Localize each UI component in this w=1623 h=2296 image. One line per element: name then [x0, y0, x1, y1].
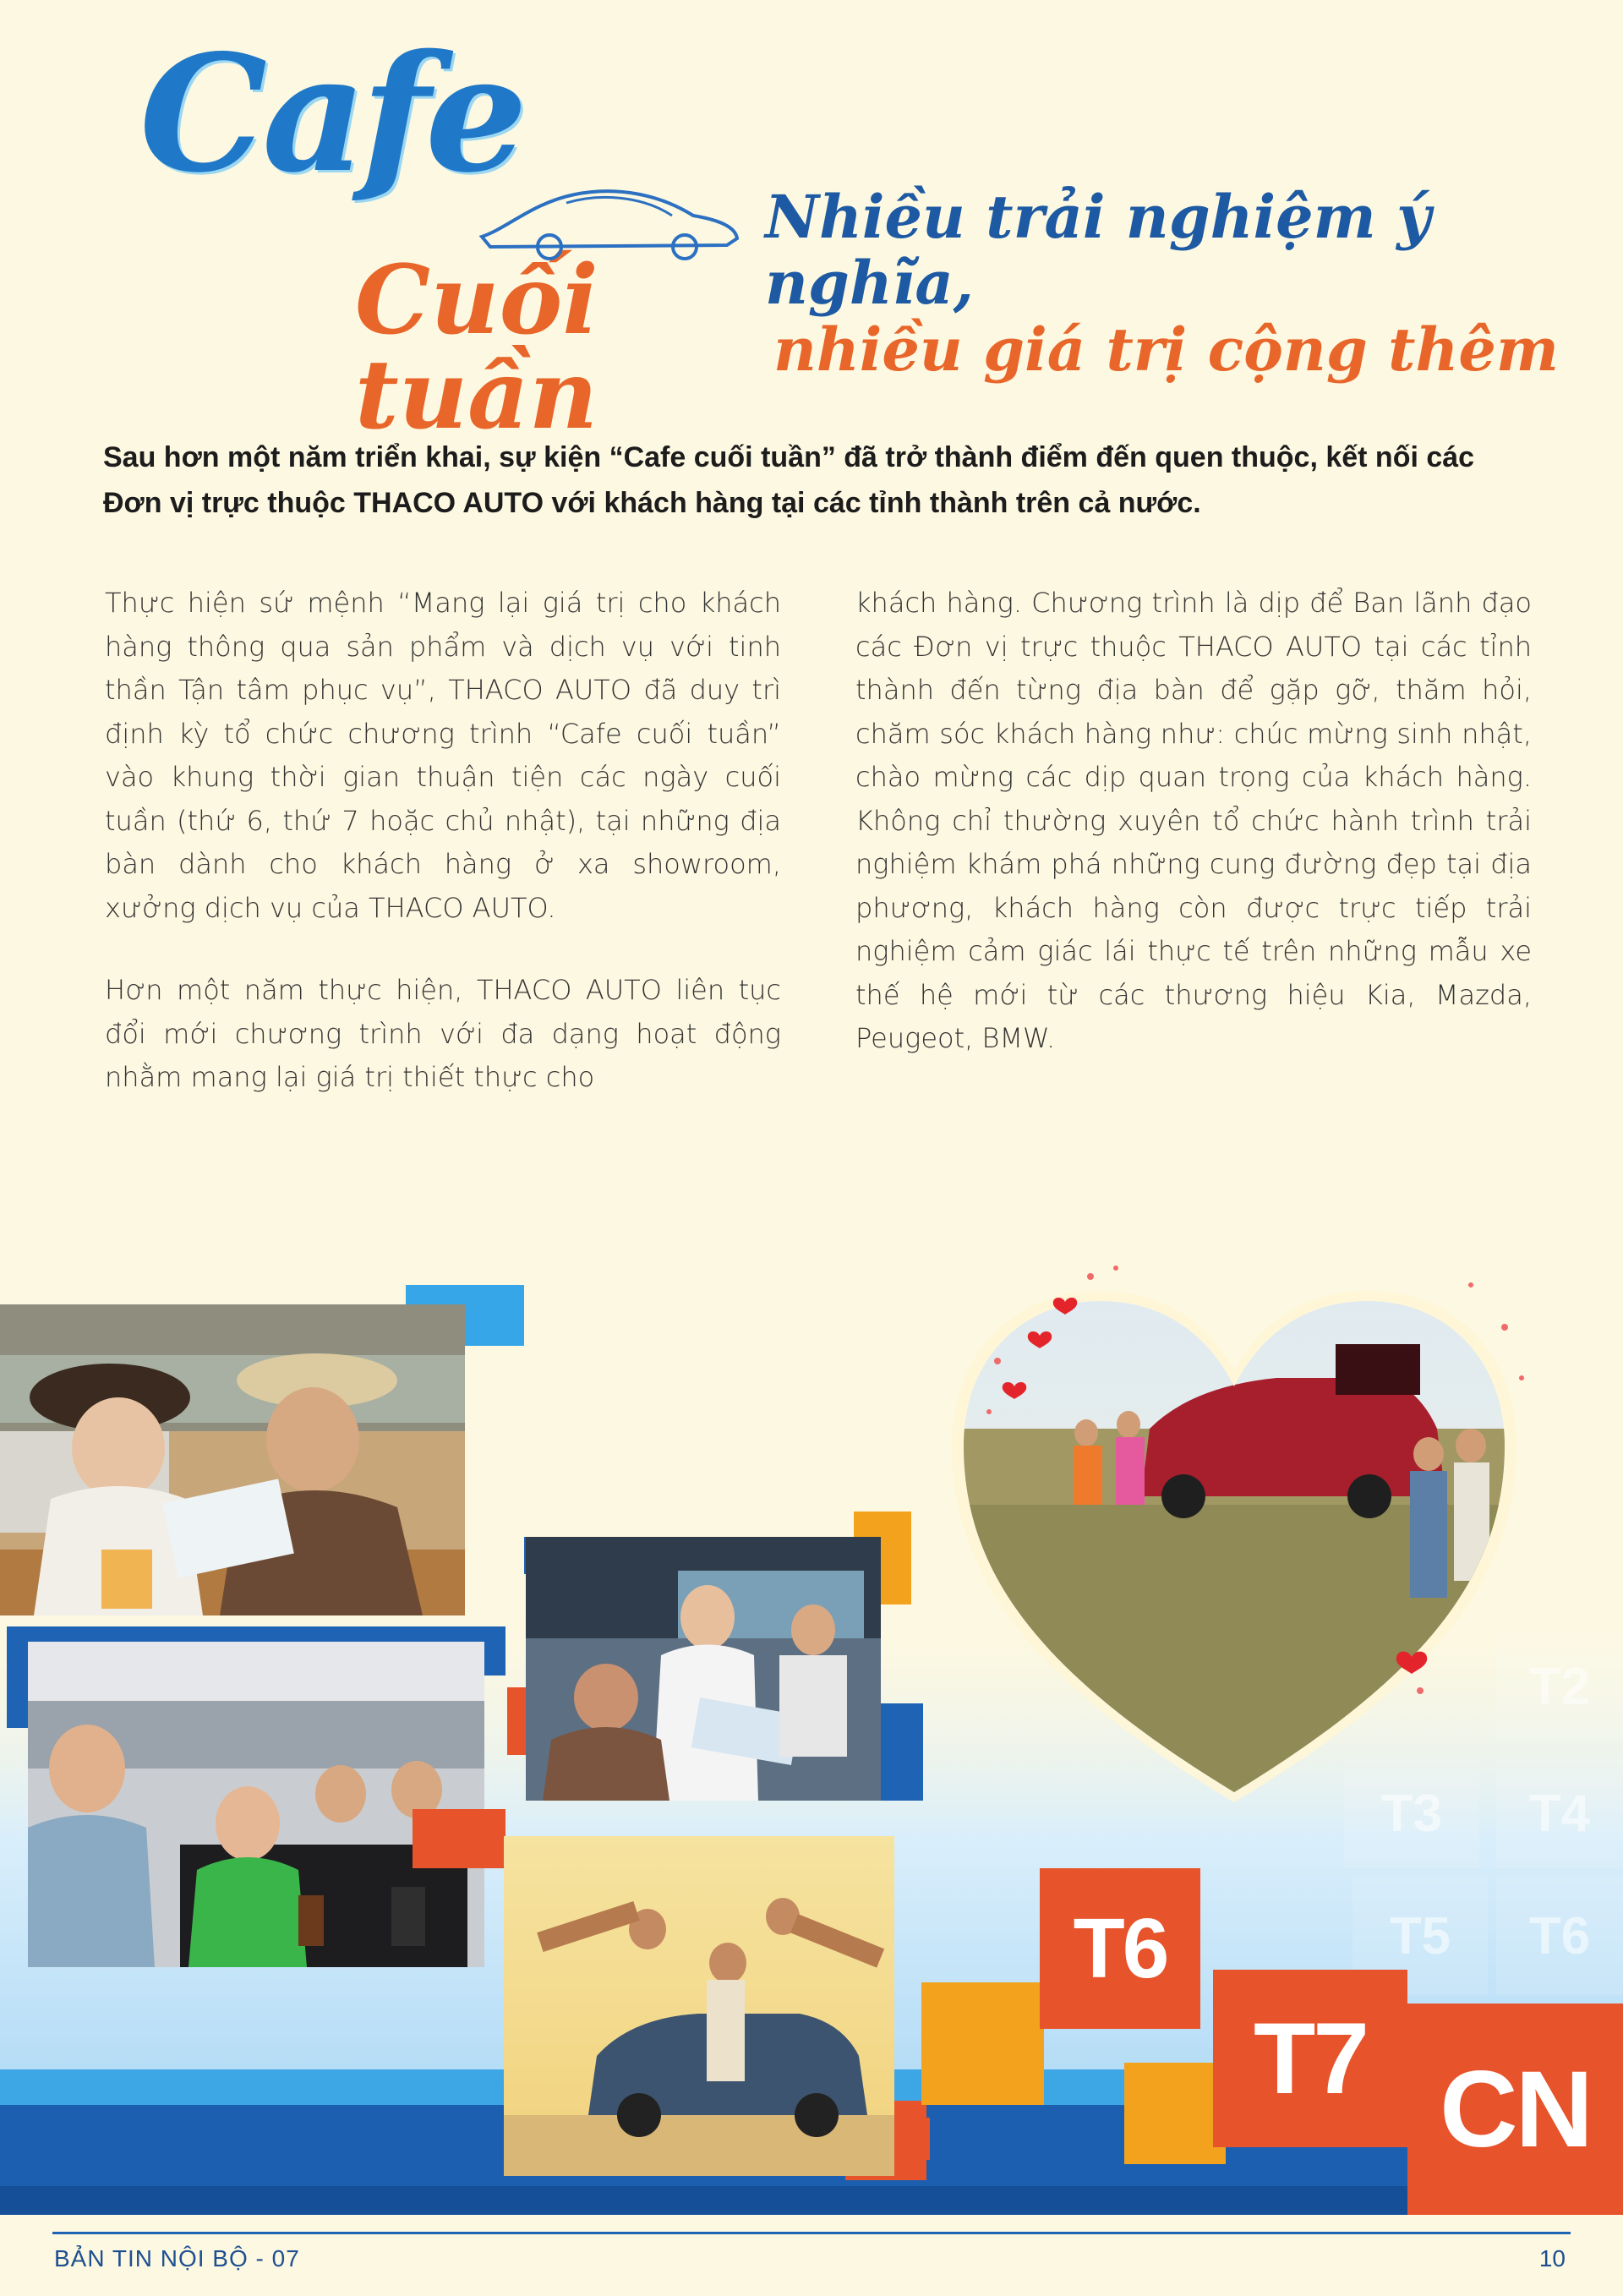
day-tile-accent: [896, 2118, 930, 2160]
page-number: 10: [1538, 2245, 1566, 2271]
photo-family-car: [504, 1836, 894, 2176]
logo-cuoi-tuan-text: Cuối tuần: [355, 245, 598, 451]
photo-serving-drinks: [526, 1537, 881, 1801]
photo-couple-cafe: [0, 1304, 465, 1615]
ghost-day-tile: T2: [1496, 1632, 1623, 1741]
day-tile-accent: [921, 1982, 1044, 2105]
footer-publication: BẢN TIN NỘI BỘ - 07: [54, 2245, 300, 2271]
body-paragraph: khách hàng. Chương trình là dịp để Ban lãnh đạo các Đơn vị trực thuộc THACO AUTO tại các tỉnh thành đến từng địa bàn để gặp gỡ, thăm hỏi, chăm sóc khách hàng như: chúc mừng sinh nhật, chào mừng các dịp quan trọng của khách hàng. Không chỉ thường xuyên tổ chức hành trình trải nghiệm khám phá những cung đường đẹp tại địa phương, khách hàng còn được trực tiếp trải nghiệm cảm giác lái thực tế trên những mẫu xe thế hệ mới từ các thương hiệu Kia, Mazda, Peugeot, BMW.: [855, 587, 1532, 1054]
car-outline-icon: [473, 169, 744, 262]
body-paragraph: Hơn một năm thực hiện, THACO AUTO liên tục đổi mới chương trình với đa dạng hoạt động nhằm mang lại giá trị thiết thực cho: [105, 974, 781, 1093]
day-tile-accent: [1124, 2063, 1226, 2164]
body-column-left: [105, 582, 781, 1139]
body-column-right: [855, 582, 1532, 1100]
photo-frame-accent: [413, 1809, 505, 1868]
ghost-day-tile: T3: [1344, 1758, 1479, 1868]
day-tile-cn: CN: [1407, 2004, 1623, 2215]
day-tile-t7: T7: [1213, 1970, 1407, 2147]
ghost-day-tile: T6: [1496, 1877, 1623, 1995]
body-paragraph: Thực hiện sứ mệnh “Mang lại giá trị cho khách hàng thông qua sản phẩm và dịch vụ với tinh thần Tận tâm phục vụ”, THACO AUTO đã duy trì định kỳ tổ chức chương trình “Cafe cuối tuần” vào khung thời gian thuận tiện các ngày cuối tuần (thứ 6, thứ 7 hoặc chủ nhật), tại những địa bàn dành cho khách hàng ở xa showroom, xưởng dịch vụ của THACO AUTO.: [105, 587, 781, 924]
headline-line-1: Nhiều trải nghiệm ý nghĩa,: [765, 182, 1431, 319]
lead-paragraph: Sau hơn một năm triển khai, sự kiện “Cafe cuối tuần” đã trở thành điểm đến quen thuộc, kết nối các Đơn vị trực thuộc THACO AUTO với khách hàng tại các tỉnh thành trên cả nước.: [103, 441, 1475, 519]
heart-photo-picnic: [913, 1251, 1555, 1809]
ghost-day-tile: T4: [1496, 1758, 1623, 1868]
headline: [765, 184, 1610, 383]
headline-line-2: nhiều giá trị cộng thêm: [773, 314, 1559, 385]
day-tile-t6: T6: [1040, 1868, 1200, 2029]
logo-cafe-text: Cafe: [139, 19, 522, 208]
ghost-day-tile: T5: [1352, 1877, 1488, 1995]
footer-divider: [52, 2232, 1571, 2234]
photo-event-audience: [28, 1642, 484, 1967]
